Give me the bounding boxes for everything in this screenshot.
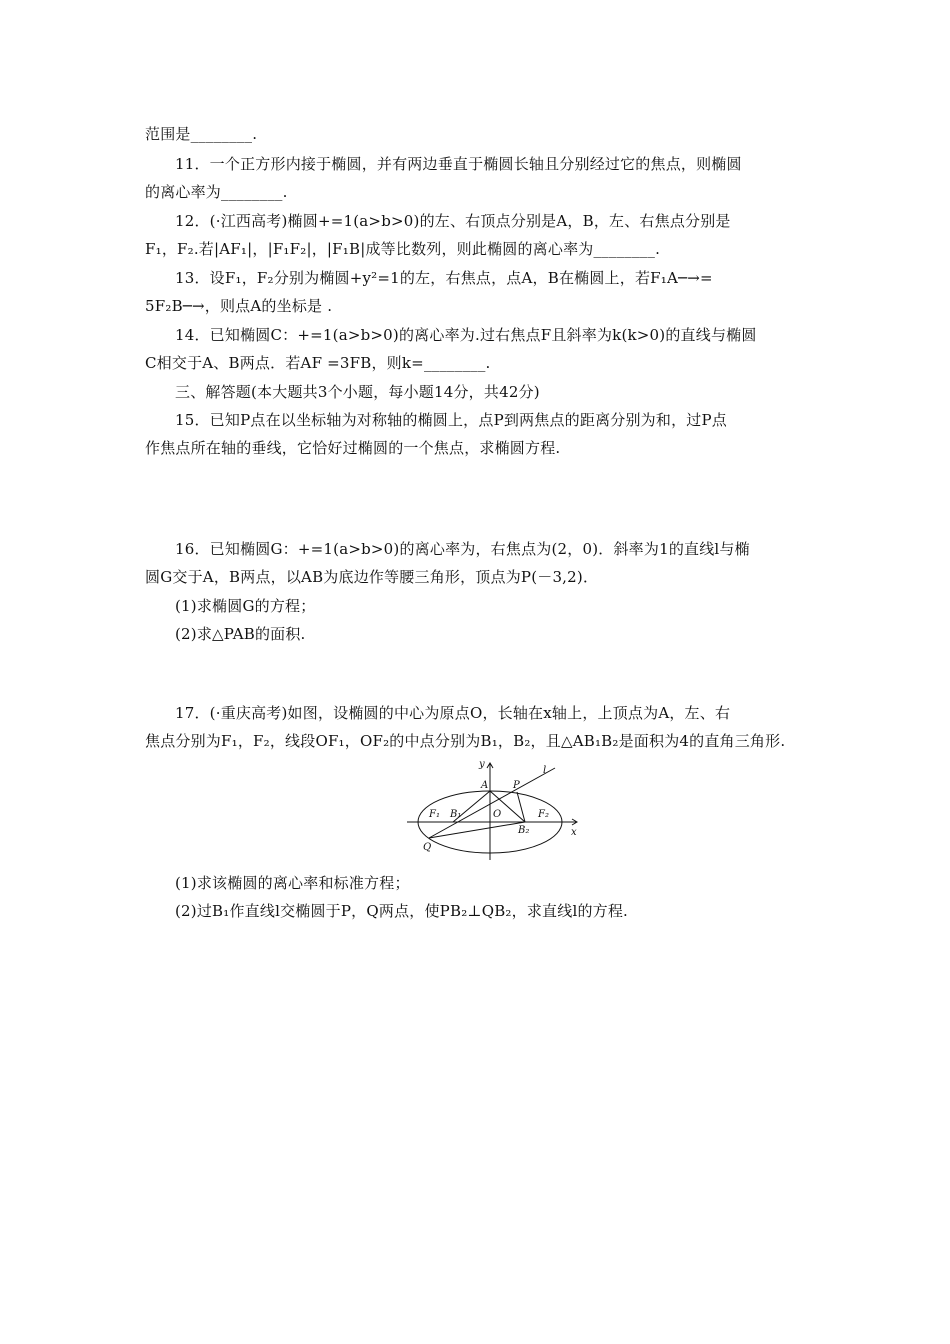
text-line-q16-part1: (1)求椭圆G的方程；: [175, 597, 316, 615]
label-B2: B₂: [518, 825, 530, 836]
section-heading: 三、解答题(本大题共3个小题，每小题14分，共42分): [175, 383, 540, 401]
text-line-q11-cont: 的离心率为________.: [145, 183, 288, 201]
label-l: l: [543, 765, 547, 776]
ellipse-figure: [405, 755, 585, 865]
text-line-q17-part2: (2)过B₁作直线l交椭圆于P，Q两点，使PB₂⊥QB₂，求直线l的方程.: [175, 902, 629, 920]
text-line-q16: 16．已知椭圆G：+=1(a>b>0)的离心率为，右焦点为(2，0)．斜率为1的直线l与椭: [175, 540, 750, 558]
text-line-q14-cont: C相交于A、B两点．若AF =3FB，则k=________.: [145, 354, 491, 372]
text-line-q16-part2: (2)求△PAB的面积.: [175, 625, 306, 643]
label-y: y: [479, 759, 485, 770]
text-line-q11: 11．一个正方形内接于椭圆，并有两边垂直于椭圆长轴且分别经过它的焦点，则椭圆: [175, 155, 742, 173]
label-F1: F₁: [429, 809, 440, 820]
text-line-q15: 15．已知P点在以坐标轴为对称轴的椭圆上，点P到两焦点的距离分别为和，过P点: [175, 411, 727, 429]
text-line-q16-cont: 圆G交于A，B两点，以AB为底边作等腰三角形，顶点为P(－3,2)．: [145, 568, 599, 586]
label-A: A: [481, 780, 489, 791]
text-line-q14: 14．已知椭圆C：+=1(a>b>0)的离心率为.过右焦点F且斜率为k(k>0)的直线与椭圆: [175, 326, 757, 344]
label-P: P: [513, 780, 520, 791]
text-line-q13-cont: 5F₂B─→，则点A的坐标是 .: [145, 297, 333, 315]
label-Q: Q: [423, 842, 432, 853]
text-line-q15-cont: 作焦点所在轴的垂线，它恰好过椭圆的一个焦点，求椭圆方程.: [145, 439, 561, 457]
text-line-q10-end: 范围是________.: [145, 125, 258, 143]
text-line-q12-cont: F₁，F₂.若|AF₁|，|F₁F₂|，|F₁B|成等比数列，则此椭圆的离心率为________.: [145, 240, 661, 258]
text-line-q12: 12．(·江西高考)椭圆+=1(a>b>0)的左、右顶点分别是A，B，左、右焦点分别是: [175, 212, 731, 230]
text-line-q17: 17．(·重庆高考)如图，设椭圆的中心为原点O，长轴在x轴上，上顶点为A，左、右: [175, 704, 731, 722]
label-O: O: [493, 809, 502, 820]
label-B1: B₁: [450, 809, 462, 820]
label-F2: F₂: [538, 809, 549, 820]
text-line-q17-cont: 焦点分别为F₁，F₂，线段OF₁，OF₂的中点分别为B₁，B₂，且△AB₁B₂是面积为4的直角三角形.: [145, 732, 786, 750]
label-x: x: [571, 827, 577, 838]
text-line-q13: 13．设F₁，F₂分别为椭圆+y²=1的左，右焦点，点A，B在椭圆上，若F₁A─→=: [175, 269, 713, 287]
text-line-q17-part1: (1)求该椭圆的离心率和标准方程；: [175, 874, 410, 892]
